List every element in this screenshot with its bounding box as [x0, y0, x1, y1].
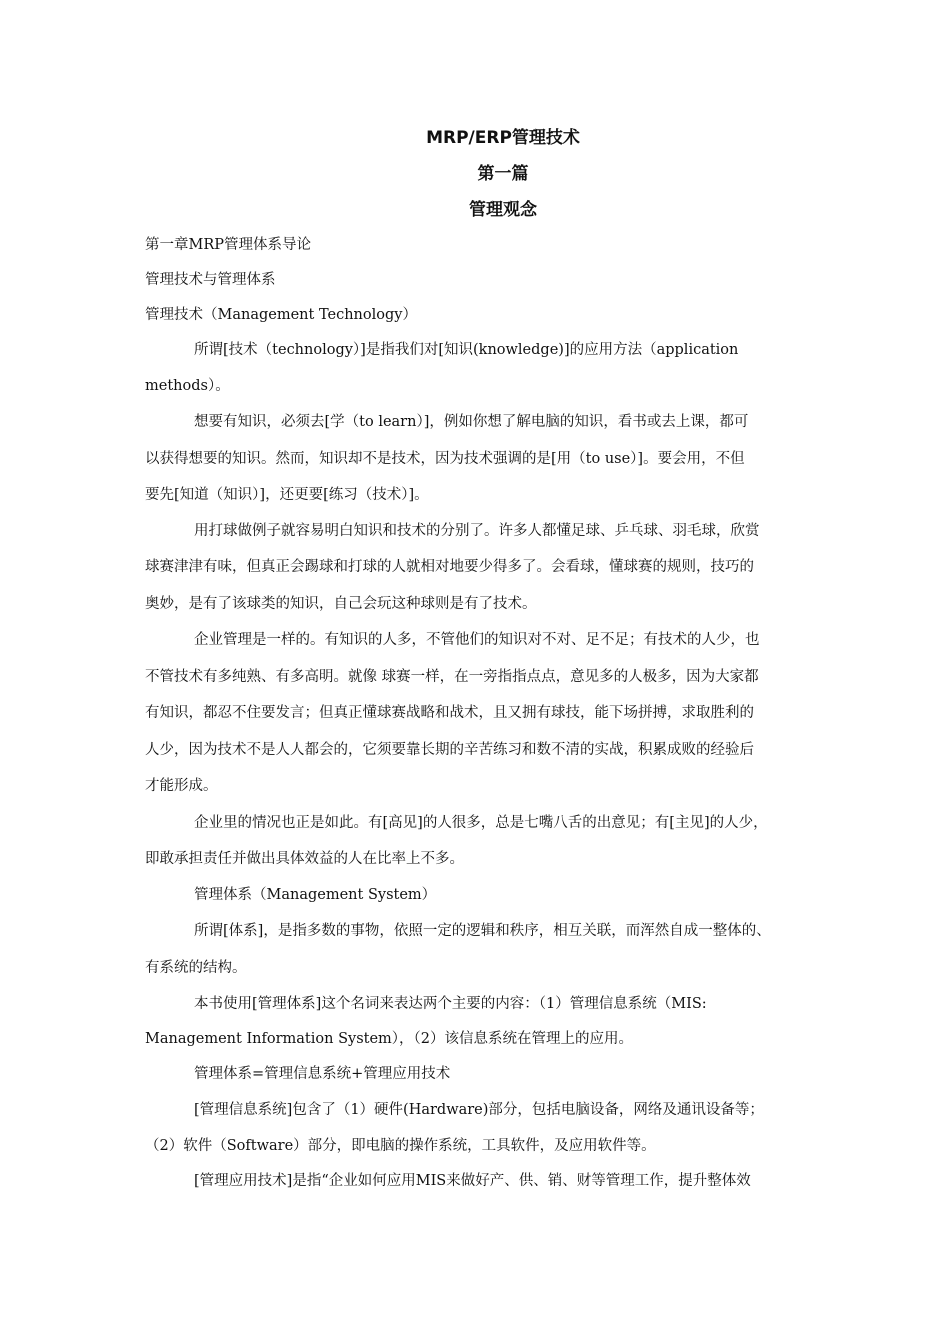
body-line: 管理体系=管理信息系统+管理应用技术 [194, 1066, 451, 1082]
body-line: （2）软件（Software）部分，即电脑的操作系统，工具软件，及应用软件等。 [145, 1138, 656, 1154]
body-line: [管理应用技术]是指“企业如何应用MIS来做好产、供、销、财等管理工作，提升整体效 [194, 1173, 751, 1189]
body-line: 不管技术有多纯熟、有多高明。就像 球赛一样，在一旁指指点点，意见多的人极多，因为大家都 [145, 669, 759, 685]
body-line: Management Information System），（2）该信息系统在管理上的应用。 [145, 1031, 634, 1047]
body-line: 想要有知识，必须去[学（to learn）]，例如你想了解电脑的知识，看书或去上课，都可 [194, 414, 749, 430]
part-title: 管理观念 [469, 200, 537, 220]
body-line: [管理信息系统]包含了（1）硬件(Hardware)部分，包括电脑设备，网络及通讯设备等； [194, 1102, 764, 1118]
section-heading: 管理技术与管理体系 [145, 272, 276, 288]
body-line: 用打球做例子就容易明白知识和技术的分别了。许多人都懂足球、乒乓球、羽毛球，欣赏 [194, 523, 760, 539]
document-title: MRP/ERP管理技术 [426, 128, 580, 148]
body-line: 企业里的情况也正是如此。有[高见]的人很多，总是七嘴八舌的出意见；有[主见]的人少， [194, 815, 768, 831]
body-line: 企业管理是一样的。有知识的人多，不管他们的知识对不对、足不足；有技术的人少，也 [194, 632, 760, 648]
body-line: 球赛津津有味，但真正会踢球和打球的人就相对地要少得多了。会看球，懂球赛的规则，技巧的 [145, 559, 754, 575]
part-number: 第一篇 [477, 164, 529, 184]
body-line: 有知识，都忍不住要发言；但真正懂球赛战略和战术，且又拥有球技，能下场拼搏，求取胜利的 [145, 705, 754, 721]
body-line: 以获得想要的知识。然而，知识却不是技术，因为技术强调的是[用（to use）]。要会用，不但 [145, 451, 745, 467]
subsection-heading: 管理体系（Management System） [194, 887, 437, 903]
body-line: 人少，因为技术不是人人都会的，它须要靠长期的辛苦练习和数不清的实战，积累成败的经验后 [145, 742, 754, 758]
body-line: 才能形成。 [145, 778, 218, 794]
body-line: 要先[知道（知识）]，还更要[练习（技术）]。 [145, 487, 429, 503]
body-line: 有系统的结构。 [145, 960, 247, 976]
body-line: methods）。 [145, 378, 230, 394]
body-line: 所谓[技术（technology）]是指我们对[知识(knowledge)]的应用方法（application [194, 342, 739, 358]
chapter-heading: 第一章MRP管理体系导论 [145, 237, 312, 253]
subsection-heading: 管理技术（Management Technology） [145, 307, 417, 323]
body-line: 本书使用[管理体系]这个名词来表达两个主要的内容：（1）管理信息系统（MIS: [194, 996, 707, 1012]
body-line: 即敢承担责任并做出具体效益的人在比率上不多。 [145, 851, 464, 867]
body-line: 奥妙，是有了该球类的知识，自己会玩这种球则是有了技术。 [145, 596, 537, 612]
body-line: 所谓[体系]，是指多数的事物，依照一定的逻辑和秩序，相互关联，而浑然自成一整体的、 [194, 923, 771, 939]
